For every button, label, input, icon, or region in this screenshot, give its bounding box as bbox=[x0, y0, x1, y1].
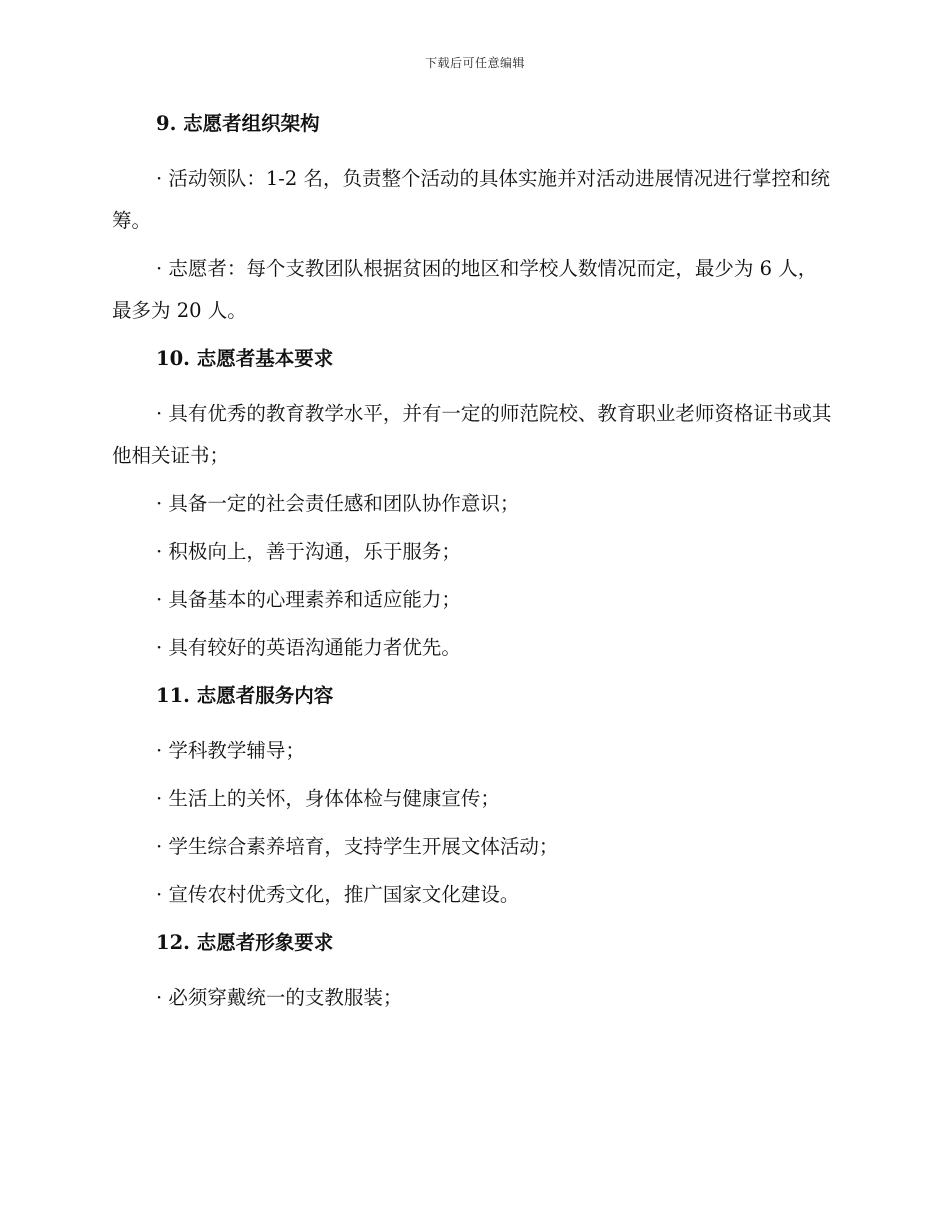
page-header-note: 下载后可任意编辑 bbox=[424, 56, 525, 70]
section-heading: 12. 志愿者形象要求 bbox=[156, 931, 334, 954]
section-heading: 11. 志愿者服务内容 bbox=[156, 684, 334, 707]
list-item: · 志愿者：每个支教团队根据贫困的地区和学校人数情况而定，最少为 6 人，最多为 20 人。 bbox=[112, 257, 818, 322]
list-item: · 活动领队：1-2 名，负责整个活动的具体实施并对活动进展情况进行掌控和统筹。 bbox=[112, 167, 830, 232]
list-item: · 具有较好的英语沟通能力者优先。 bbox=[156, 636, 461, 659]
list-item: · 具备一定的社会责任感和团队协作意识； bbox=[156, 492, 520, 515]
section-heading: 10. 志愿者基本要求 bbox=[156, 347, 334, 370]
list-item: · 必须穿戴统一的支教服装； bbox=[156, 986, 403, 1009]
list-item: · 具备基本的心理素养和适应能力； bbox=[156, 588, 461, 611]
list-item: · 学生综合素养培育，支持学生开展文体活动； bbox=[156, 835, 559, 858]
list-item: · 宣传农村优秀文化，推广国家文化建设。 bbox=[156, 883, 520, 906]
section-heading: 9. 志愿者组织架构 bbox=[156, 112, 320, 135]
list-item: · 学科教学辅导； bbox=[156, 739, 305, 762]
document-body bbox=[112, 109, 836, 1031]
list-item: · 具有优秀的教育教学水平，并有一定的师范院校、教育职业老师资格证书或其他相关证书； bbox=[112, 402, 832, 467]
list-item: · 积极向上，善于沟通，乐于服务； bbox=[156, 540, 461, 563]
list-item: · 生活上的关怀，身体体检与健康宣传； bbox=[156, 787, 500, 810]
